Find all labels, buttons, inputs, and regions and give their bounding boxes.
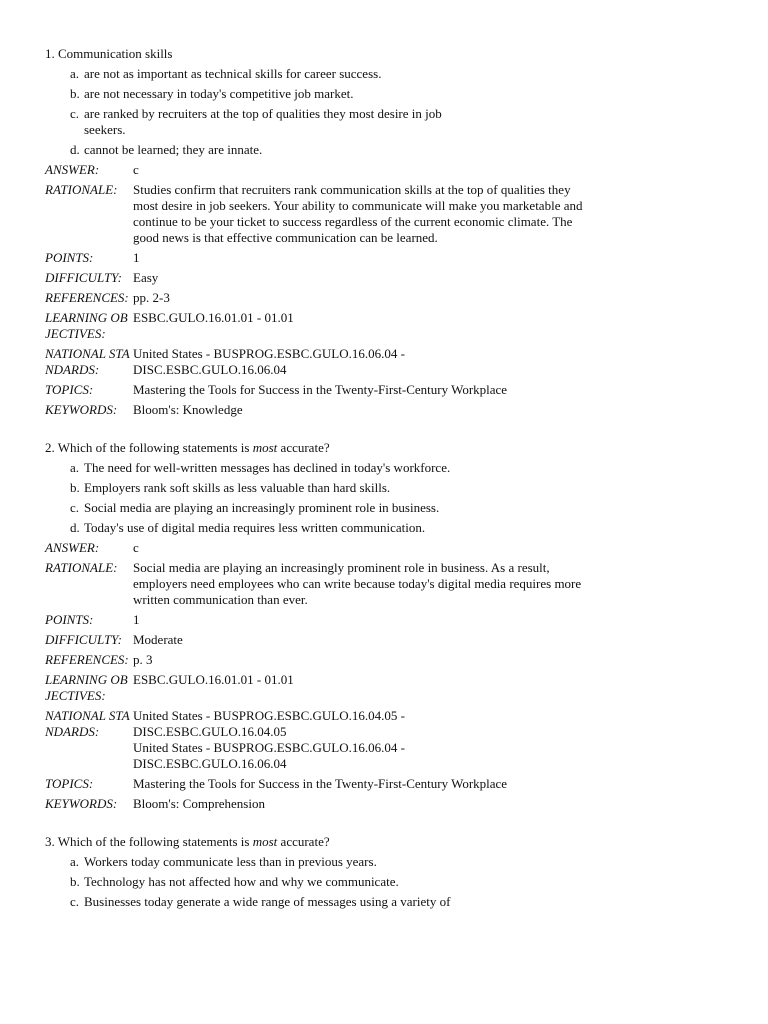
meta-label: NATIONAL STANDARDS: xyxy=(45,708,130,739)
option-b xyxy=(70,874,470,890)
option-text: cannot be learned; they are innate. xyxy=(84,142,263,157)
rationale-row xyxy=(45,182,605,246)
question-text: Communication skills xyxy=(58,46,173,61)
meta-value: Mastering the Tools for Success in the Twenty-First-Century Workplace xyxy=(133,382,508,397)
rationale-row xyxy=(45,560,605,608)
option-d xyxy=(70,142,470,158)
question-stem xyxy=(45,46,605,62)
meta-value: c xyxy=(133,540,139,555)
option-text: are not necessary in today's competitive job market. xyxy=(84,86,354,101)
references-row xyxy=(45,290,605,306)
national-standards-row xyxy=(45,708,605,772)
option-letter: b. xyxy=(70,86,80,101)
meta-value: United States - BUSPROG.ESBC.GULO.16.04.05 - DISC.ESBC.GULO.16.04.05 United States - BUSPROG.ESBC.GULO.16.06.04 - DISC.ESBC.GULO.16.06.04 xyxy=(133,708,405,771)
topics-row xyxy=(45,382,605,398)
meta-label: RATIONALE: xyxy=(45,182,118,197)
meta-value: ESBC.GULO.16.01.01 - 01.01 xyxy=(133,672,294,687)
option-letter: c. xyxy=(70,106,80,121)
meta-label: REFERENCES: xyxy=(45,290,129,305)
meta-value: Bloom's: Knowledge xyxy=(133,402,243,417)
question-number: 2. xyxy=(45,440,55,455)
question-number: 1. xyxy=(45,46,55,61)
option-letter: d. xyxy=(70,142,80,157)
meta-label: DIFFICULTY: xyxy=(45,270,122,285)
meta-label: KEYWORDS: xyxy=(45,796,118,811)
option-a xyxy=(70,66,470,82)
question-2 xyxy=(45,440,605,812)
answer-row xyxy=(45,162,605,178)
meta-label: NATIONAL STANDARDS: xyxy=(45,346,130,377)
question-metadata xyxy=(45,540,605,812)
answer-options xyxy=(45,854,605,910)
meta-label: DIFFICULTY: xyxy=(45,632,122,647)
option-letter: a. xyxy=(70,854,80,869)
option-b xyxy=(70,86,470,102)
meta-value: Moderate xyxy=(133,632,183,647)
meta-label: ANSWER: xyxy=(45,162,100,177)
meta-value: 1 xyxy=(133,612,140,627)
points-row xyxy=(45,250,605,266)
question-emphasis: most xyxy=(252,834,278,849)
option-letter: d. xyxy=(70,520,80,535)
meta-value: Mastering the Tools for Success in the Twenty-First-Century Workplace xyxy=(133,776,508,791)
option-text: Employers rank soft skills as less valuable than hard skills. xyxy=(84,480,391,495)
question-number: 3. xyxy=(45,834,55,849)
meta-label: TOPICS: xyxy=(45,382,94,397)
question-emphasis: most xyxy=(252,440,278,455)
question-text: Which of the following statements is xyxy=(57,440,253,455)
meta-label: POINTS: xyxy=(45,250,94,265)
answer-options xyxy=(45,66,605,158)
topics-row xyxy=(45,776,605,792)
meta-value: Easy xyxy=(133,270,159,285)
question-text: Which of the following statements is xyxy=(57,834,253,849)
meta-label: TOPICS: xyxy=(45,776,94,791)
test-bank-document xyxy=(45,46,605,914)
option-letter: c. xyxy=(70,894,80,909)
meta-label: RATIONALE: xyxy=(45,560,118,575)
option-d xyxy=(70,520,470,536)
option-c xyxy=(70,500,470,516)
question-spacer xyxy=(45,816,605,834)
option-letter: a. xyxy=(70,66,80,81)
meta-label: LEARNING OBJECTIVES: xyxy=(45,310,128,341)
answer-options xyxy=(45,460,605,536)
meta-label: POINTS: xyxy=(45,612,94,627)
option-a xyxy=(70,460,470,476)
meta-value: pp. 2-3 xyxy=(133,290,170,305)
keywords-row xyxy=(45,402,605,418)
meta-value: 1 xyxy=(133,250,140,265)
question-stem xyxy=(45,440,605,456)
keywords-row xyxy=(45,796,605,812)
meta-value: Bloom's: Comprehension xyxy=(133,796,265,811)
difficulty-row xyxy=(45,632,605,648)
question-1 xyxy=(45,46,605,418)
meta-value: Social media are playing an increasingly prominent role in business. As a result, employers need employees who can write because today's digital media requires more written communication than ever. xyxy=(133,560,582,607)
option-b xyxy=(70,480,470,496)
option-letter: b. xyxy=(70,480,80,495)
question-spacer xyxy=(45,422,605,440)
option-text: Businesses today generate a wide range of messages using a variety of xyxy=(84,894,451,909)
option-text: The need for well-written messages has declined in today's workforce. xyxy=(84,460,451,475)
meta-label: LEARNING OBJECTIVES: xyxy=(45,672,128,703)
references-row xyxy=(45,652,605,668)
option-letter: b. xyxy=(70,874,80,889)
national-standards-row xyxy=(45,346,605,378)
question-stem xyxy=(45,834,605,850)
option-c xyxy=(70,106,470,138)
meta-value: Studies confirm that recruiters rank communication skills at the top of qualities they most desire in job seekers. Your ability to communicate will make you marketable and continue to be your ticket to success regardless of the current economic climate. The good news is that effective communication can be learned. xyxy=(133,182,583,245)
meta-value: United States - BUSPROG.ESBC.GULO.16.06.04 - DISC.ESBC.GULO.16.06.04 xyxy=(133,346,405,377)
option-text: are not as important as technical skills for career success. xyxy=(84,66,382,81)
option-a xyxy=(70,854,470,870)
option-text: Social media are playing an increasingly prominent role in business. xyxy=(84,500,440,515)
meta-label: REFERENCES: xyxy=(45,652,129,667)
learning-objectives-row xyxy=(45,672,605,704)
points-row xyxy=(45,612,605,628)
option-letter: c. xyxy=(70,500,80,515)
question-text-end: accurate? xyxy=(277,834,330,849)
question-text-end: accurate? xyxy=(277,440,330,455)
meta-value: c xyxy=(133,162,139,177)
question-3 xyxy=(45,834,605,910)
meta-value: p. 3 xyxy=(133,652,153,667)
meta-label: KEYWORDS: xyxy=(45,402,118,417)
answer-row xyxy=(45,540,605,556)
option-text: Today's use of digital media requires less written communication. xyxy=(84,520,426,535)
meta-label: ANSWER: xyxy=(45,540,100,555)
difficulty-row xyxy=(45,270,605,286)
meta-value: ESBC.GULO.16.01.01 - 01.01 xyxy=(133,310,294,325)
question-metadata xyxy=(45,162,605,418)
learning-objectives-row xyxy=(45,310,605,342)
option-letter: a. xyxy=(70,460,80,475)
option-c xyxy=(70,894,605,910)
option-text: are ranked by recruiters at the top of qualities they most desire in job seekers. xyxy=(84,106,442,137)
option-text: Technology has not affected how and why we communicate. xyxy=(84,874,399,889)
option-text: Workers today communicate less than in previous years. xyxy=(84,854,377,869)
